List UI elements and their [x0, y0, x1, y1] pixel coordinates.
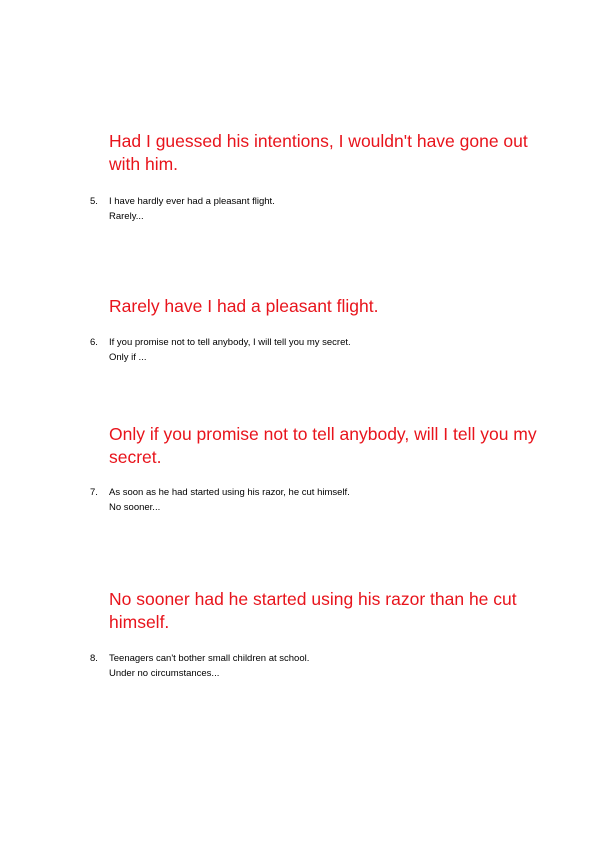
answer-text: Only if you promise not to tell anybody, will I tell you my secret. — [109, 424, 537, 467]
exercise-prompt: Under no circumstances... — [109, 668, 220, 679]
exercise-sentence: As soon as he had started using his razor, he cut himself. — [109, 487, 350, 498]
exercise-number: 5. — [90, 196, 98, 207]
answer-text: Rarely have I had a pleasant flight. — [109, 296, 379, 316]
exercise-body — [109, 651, 509, 681]
exercise-body — [109, 485, 509, 515]
exercise-number: 8. — [90, 653, 98, 664]
exercise-sentence: If you promise not to tell anybody, I will tell you my secret. — [109, 337, 351, 348]
answer-text: No sooner had he started using his razor than he cut himself. — [109, 589, 517, 632]
exercise-prompt: No sooner... — [109, 502, 161, 513]
exercise-number: 6. — [90, 337, 98, 348]
exercise-body — [109, 335, 509, 365]
exercise-number: 7. — [90, 487, 98, 498]
exercise-sentence: Teenagers can't bother small children at school. — [109, 653, 310, 664]
exercise-sentence: I have hardly ever had a pleasant flight. — [109, 196, 275, 207]
exercise-prompt: Rarely... — [109, 211, 144, 222]
exercise-prompt: Only if ... — [109, 352, 147, 363]
exercise-body — [109, 194, 509, 224]
answer-text: Had I guessed his intentions, I wouldn't have gone out with him. — [109, 131, 528, 174]
